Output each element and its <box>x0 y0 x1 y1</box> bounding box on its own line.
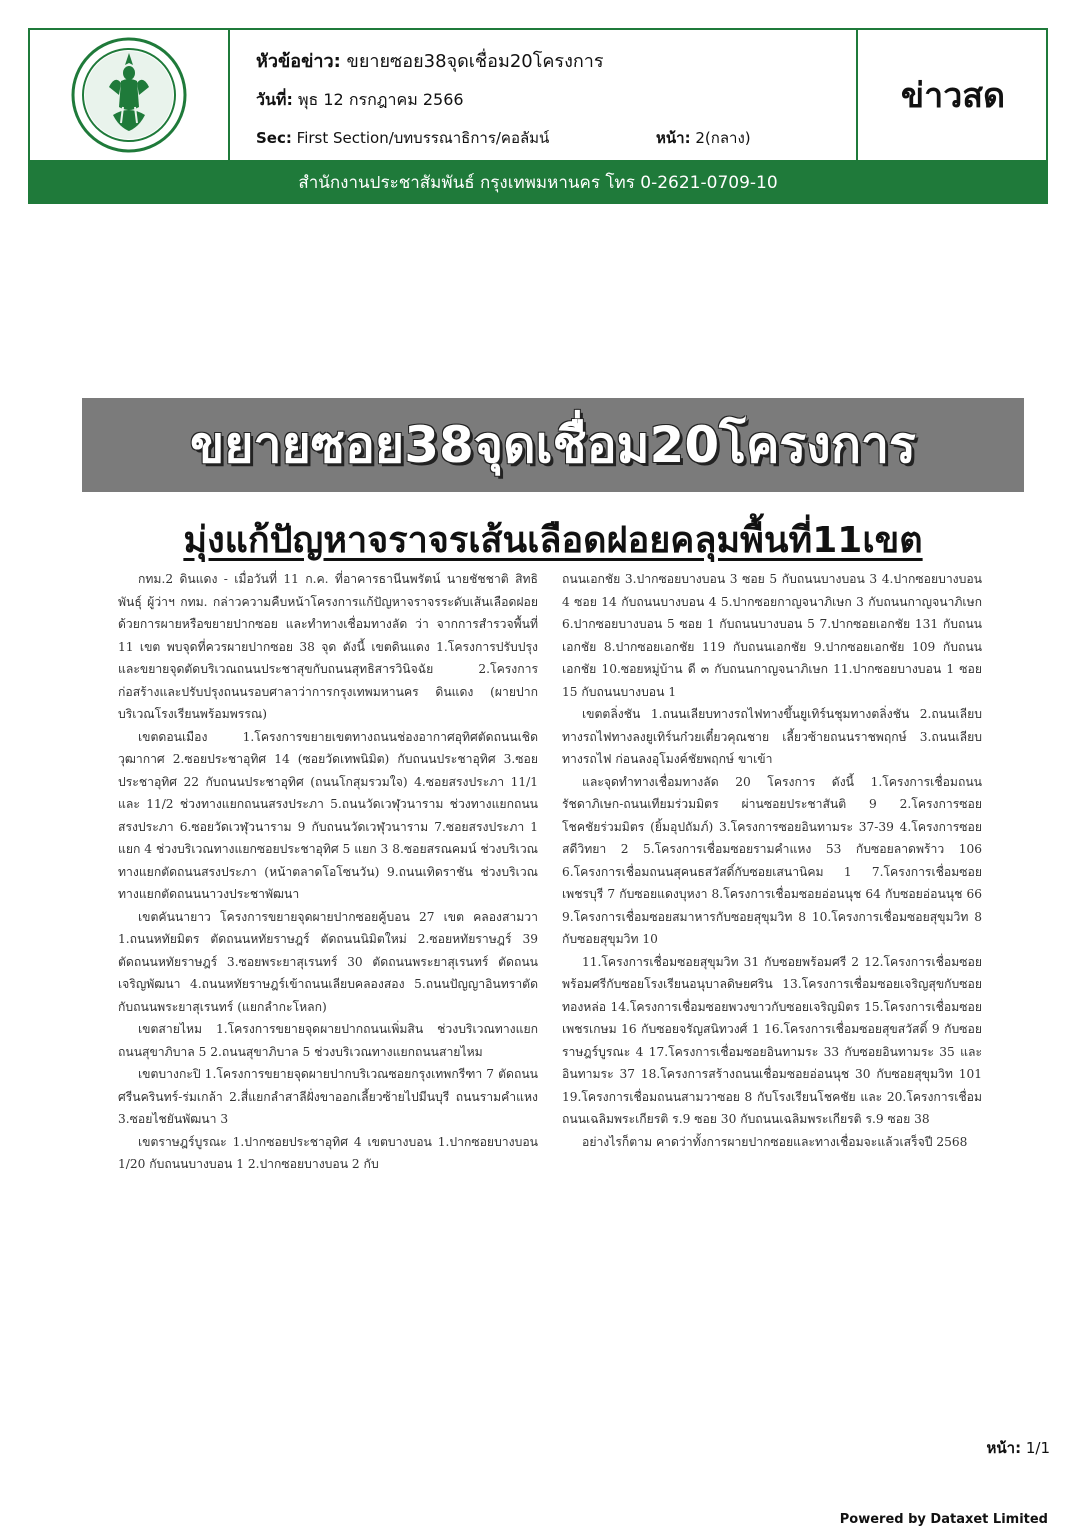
section-value: First Section/บทบรรณาธิการ/คอลัมน์ <box>296 129 550 147</box>
subheadline: มุ่งแก้ปัญหาจราจรเส้นเลือดฝอยคลุมพื้นที่11เขต <box>183 519 923 561</box>
article-paragraph: กทม.2 ดินแดง - เมื่อวันที่ 11 ก.ค. ที่อาคารธานีนพรัตน์ นายชัชชาติ สิทธิพันธุ์ ผู้ว่าฯ กทม. กล่าวความคืบหน้าโครงการแก้ปัญหาจราจรระดับเส้นเลือดฝอย ด้วยการผายหรือขยายปากซอย และทำทางเชื่อมทางลัด ว่า จากการสำรวจพื้นที่ 11 เขต พบจุดที่ควรผายปากซอย 38 จุด ดังนี้ เขตดินแดง 1.โครงการปรับปรุงและขยายจุดตัดบริเวณถนนประชาสุขกับถนนสุทธิสารวินิจฉัย 2.โครงการก่อสร้างและปรับปรุงถนนรอบศาลาว่าการกรุงเทพมหานคร ดินแดง (ผายปากบริเวณโรงเรียนพร้อมพรรณ) <box>118 572 538 721</box>
powered-by: Powered by Dataxet Limited <box>839 1512 1048 1527</box>
article-column-left <box>118 568 538 1290</box>
headline: ขยายซอย38จุดเชื่อม20โครงการ <box>190 415 916 474</box>
section-line <box>256 126 751 150</box>
agency-bar: สำนักงานประชาสัมพันธ์ กรุงเทพมหานคร โทร 0-2621-0709-10 <box>28 160 1048 204</box>
page-value: 2(กลาง) <box>695 129 751 147</box>
article-paragraph: อย่างไรก็ตาม คาดว่าทั้งการผายปากซอยและทางเชื่อมจะแล้วเสร็จปี 2568 <box>582 1134 968 1149</box>
article-paragraph: เขตตลิ่งชัน 1.ถนนเลียบทางรถไฟทางขึ้นยูเทิร์นชุมทางตลิ่งชัน 2.ถนนเลียบทางรถไฟทางลงยูเทิร์นก๋วยเตี๋ยวคุณชาย เลี้ยวซ้ายถนนราชพฤกษ์ 3.ถนนเลียบทางรถไฟ ก่อนลงอุโมงค์ชัยพฤกษ์ ขาเข้า <box>562 707 982 766</box>
headline-banner <box>82 398 1024 492</box>
footer-page-label: หน้า: <box>986 1439 1022 1457</box>
publication-cell <box>856 30 1048 160</box>
bangkok-emblem-icon <box>69 35 189 155</box>
footer-page-value: 1/1 <box>1025 1439 1050 1457</box>
topic-label: หัวข้อข่าว: <box>256 51 341 72</box>
topic-line <box>256 46 604 75</box>
article-paragraph: เขตดอนเมือง 1.โครงการขยายเขตทางถนนช่องอากาศอุทิศตัดถนนเชิดวุฒากาศ 2.ซอยประชาอุทิศ 14 (ซอยวัดเทพนิมิต) กับถนนประชาอุทิศ 3.ซอยประชาอุทิศ 22 กับถนนประชาอุทิศ (ถนนโกสุมรวมใจ) 4.ซอยสรงประภา 11/1 และ 11/2 ช่วงทางแยกถนนสรงประภา 5.ถนนวัดเวฬุวนาราม ช่วงทางแยกถนนสรงประภา 6.ซอยวัดเวฬุวนาราม 9 กับถนนวัดเวฬุวนาราม 7.ซอยสรงประภา 1 แยก 4 ช่วงบริเวณทางแยกซอยประชาอุทิศ 5 แยก 3 8.ซอยสรณคมน์ ช่วงบริเวณทางแยกตัดถนนสรงประภา (หน้าตลาดโอโซนวัน) 9.ถนนเทิดราชัน ช่วงบริเวณทางแยกตัดถนนนาวงประชาพัฒนา <box>118 729 538 901</box>
meta-cell <box>256 44 866 154</box>
subheadline-box <box>82 508 1024 570</box>
page-number <box>656 126 751 150</box>
article-paragraph: เขตคันนายาว โครงการขยายจุดผายปากซอยคู้บอน 27 เขต คลองสามวา 1.ถนนหทัยมิตร ตัดถนนหทัยราษฎร์ ตัดถนนนิมิตใหม่ 2.ซอยหทัยราษฎร์ 39 ตัดถนนหทัยราษฎร์ 3.ซอยพระยาสุเรนทร์ 30 ตัดถนนพระยาสุเรนทร์ ตัดถนนเจริญพัฒนา 4.ถนนหทัยราษฎร์เข้าถนนเลียบคลองสอง 5.ถนนปัญญาอินทราตัดกับถนนพระยาสุเรนทร์ (แยกลำกะโหลก) <box>118 909 538 1014</box>
footer-page-number <box>950 1436 1050 1460</box>
article-column-right <box>562 568 982 1290</box>
date-line <box>256 88 464 113</box>
logo-cell <box>30 30 230 160</box>
date-label: วันที่: <box>256 90 293 109</box>
section-label: Sec: <box>256 129 292 147</box>
news-header <box>28 28 1048 160</box>
article-paragraph: ถนนเอกชัย 3.ปากซอยบางบอน 3 ซอย 5 กับถนนบางบอน 3 4.ปากซอยบางบอน 4 ซอย 14 กับถนนบางบอน 4 5.ปากซอยกาญจนาภิเษก 3 กับถนนกาญจนาภิเษก 6.ปากซอยบางบอน 5 ซอย 1 กับถนนบางบอน 5 7.ปากซอยเอกชัย 131 กับถนนเอกชัย 8.ปากซอยเอกชัย 119 กับถนนเอกชัย 9.ปากซอยเอกชัย 109 กับถนนเอกชัย 10.ซอยหมู่บ้าน ดี ๓ กับถนนกาญจนาภิเษก 11.ปากซอยบางบอน 1 ซอย 15 กับถนนบางบอน 1 <box>562 572 982 699</box>
article-paragraph: 11.โครงการเชื่อมซอยสุขุมวิท 31 กับซอยพร้อมศรี 2 12.โครงการเชื่อมซอยพร้อมศรีกับซอยโรงเรียนอนุบาลดิษยศริน 13.โครงการเชื่อมซอยเจริญสุขกับซอยทองหล่อ 14.โครงการเชื่อมซอยพวงขาวกับซอยเจริญมิตร 15.โครงการเชื่อมซอยเพชรเกษม 16 กับซอยจรัญสนิทวงศ์ 1 16.โครงการเชื่อมซอยสุขสวัสดิ์ 9 กับซอยราษฎร์บูรณะ 4 17.โครงการเชื่อมซอยอินทามระ 33 กับซอยอินทามระ 35 และอินทามระ 37 18.โครงการสร้างถนนเชื่อมซอยอ่อนนุช 30 กับซอยสุขุมวิท 101 19.โครงการเชื่อมถนนสามวาซอย 8 กับโรงเรียนโชคชัย และ 20.โครงการเชื่อมถนนเฉลิมพระเกียรติ ร.9 ซอย 30 กับถนนเฉลิมพระเกียรติ ร.9 ซอย 38 <box>562 954 982 1126</box>
article-paragraph: เขตสายไหม 1.โครงการขยายจุดผายปากถนนเพิ่มสิน ช่วงบริเวณทางแยกถนนสุขาภิบาล 5 2.ถนนสุขาภิบาล 5 ช่วงบริเวณทางแยกถนนสายไหม <box>118 1022 538 1059</box>
page-label: หน้า: <box>656 129 691 147</box>
article-paragraph: เขตบางกะปิ 1.โครงการขยายจุดผายปากบริเวณซอยกรุงเทพกรีฑา 7 ตัดถนนศรีนครินทร์-ร่มเกล้า 2.สี่แยกลำสาลีฝั่งขาออกเลี้ยวซ้ายไปมีนบุรี ถนนรามคำแหง 3.ซอยไชยันพัฒนา 3 <box>118 1067 538 1126</box>
date-value: พุธ 12 กรกฎาคม 2566 <box>297 90 464 109</box>
publication-name: ข่าวสด <box>900 76 1006 116</box>
topic-value: ขยายซอย38จุดเชื่อม20โครงการ <box>346 51 604 72</box>
article-paragraph: เขตราษฎร์บูรณะ 1.ปากซอยประชาอุทิศ 4 เขตบางบอน 1.ปากซอยบางบอน 1/20 กับถนนบางบอน 1 2.ปากซอยบางบอน 2 กับ <box>118 1134 538 1171</box>
article-paragraph: และจุดทำทางเชื่อมทางลัด 20 โครงการ ดังนี้ 1.โครงการเชื่อมถนนรัชดาภิเษก-ถนนเทียมร่วมมิตร ผ่านซอยประชาสันติ 9 2.โครงการซอยโชคชัยร่วมมิตร (ยิ้มอุปถัมภ์) 3.โครงการซอยอินทามระ 37-39 4.โครงการซอยสดีวิทยา 2 5.โครงการเชื่อมซอยรามคำแหง 53 กับซอยลาดพร้าว 106 6.โครงการเชื่อมถนนสุคนธสวัสดิ์กับซอยเสนานิคม 1 7.โครงการเชื่อมซอยเพชรบุรี 7 กับซอยแดงบุหงา 8.โครงการเชื่อมซอยอ่อนนุช 64 กับซอยอ่อนนุช 66 9.โครงการเชื่อมซอยสมาหารกับซอยสุขุมวิท 8 10.โครงการเชื่อมซอยสุขุมวิท 8 กับซอยสุขุมวิท 10 <box>562 774 982 946</box>
